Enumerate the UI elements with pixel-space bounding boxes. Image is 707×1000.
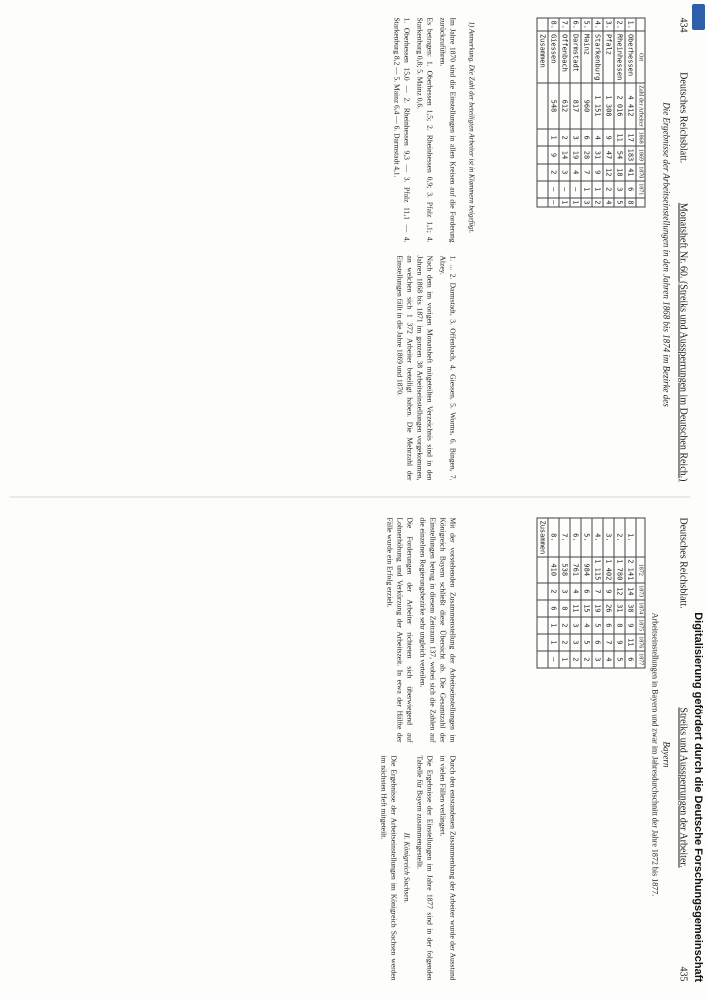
right-table-cell: 8. xyxy=(548,518,559,557)
left-table-cell: 1. xyxy=(625,18,636,31)
left-table-cell: 41 xyxy=(625,164,636,181)
right-page xyxy=(1,500,707,1000)
right-table-cell: 31 xyxy=(614,600,625,617)
left-table-cell: 19 xyxy=(570,146,581,164)
right-table-cell: 761 xyxy=(570,557,581,583)
left-table-cell: 54 xyxy=(614,146,625,164)
right-table-cell: 6 xyxy=(548,600,559,617)
left-table-cell: 1 xyxy=(548,129,559,146)
right-table-cell: 410 xyxy=(548,557,559,583)
left-table-cell: 31 xyxy=(592,146,603,164)
right-table-cell: 2 xyxy=(581,651,592,668)
right-table-row xyxy=(592,518,603,668)
right-table-row xyxy=(570,518,581,668)
right-table-row xyxy=(548,518,559,668)
right-text-b-heading: II. Königreich Sachsen. xyxy=(402,832,412,904)
left-text-b-p2: Nach dem im vorigen Monatsheft mitgeteilten Verzeichnis sind in den Jahren 1868 bis 1871 im ganzen 38 Arbeitseinstellungen vorgekommen, an welchen sich 1 372 Arbeiter beteiligt haben. Die Mehrzahl der Einstellungen fällt in die Jahre 1869 und 1870. xyxy=(395,255,435,481)
right-table-cell: 2. xyxy=(614,518,625,557)
left-text-column-a xyxy=(389,18,458,243)
right-table-cell: 9 xyxy=(614,634,625,651)
right-table-cell: 5 xyxy=(581,634,592,651)
left-table-title: Die Ergebnisse der Arbeitseinstellungen in den Jahren 1868 bis 1874 im Bezirke des xyxy=(661,102,672,407)
left-table-cell: 4 xyxy=(603,198,614,207)
dfg-stamp-text: Digitalisierung gefördert durch die Deutsche Forschungsgemeinschaft xyxy=(692,612,705,982)
left-table-cell: 960 xyxy=(581,83,592,129)
left-header-1870: 1870 xyxy=(636,164,645,181)
left-text-a-p3: 1. Oberhessen 15,0 — 2. Rheinhessen 9,3 — 3. Pfalz 11,1 — 4. Starkenburg 8,2 — 5. Mainz 6,4 — 6. Darmstadt 4,1. xyxy=(392,17,412,243)
right-table-cell: 2 xyxy=(570,651,581,668)
left-table-cell: 7 xyxy=(581,164,592,181)
left-table-cell: Oberhessen xyxy=(625,31,636,82)
left-table-row xyxy=(559,18,570,207)
right-section-title: Bayern xyxy=(661,741,672,768)
left-table-cell: Giessen xyxy=(548,31,559,82)
right-text-a-p2: Die Forderungen der Arbeiter richteten sich überwiegend auf Lohnerhöhung und Verkürzung der Arbeitszeit. In etwa der Hälfte der Fälle wurde ein Erfolg erzielt. xyxy=(385,517,415,743)
right-table-cell: 3 xyxy=(570,634,581,651)
left-table-cell: 2 xyxy=(603,181,614,198)
left-table-cell: 612 xyxy=(559,83,570,129)
left-text-b-p1: 1. ... 2. Darmstadt, 3. Offenbach, 4. Giessen, 5. Worms, 6. Bingen, 7. Alzey. xyxy=(438,255,458,481)
right-table-body xyxy=(548,518,636,668)
right-page-number: 435 xyxy=(677,966,689,982)
left-table-cell: 4 xyxy=(570,164,581,181)
dfg-stamp xyxy=(690,0,707,1000)
left-header-place: Ort xyxy=(636,31,645,82)
right-total-label: Zusammen xyxy=(537,518,548,557)
left-table-cell: — xyxy=(548,181,559,198)
left-table-cell: 1 xyxy=(559,198,570,207)
left-table-cell: 4 xyxy=(592,129,603,146)
right-table-cell: 38 xyxy=(625,600,636,617)
left-table-cell: 1 xyxy=(570,198,581,207)
right-table-row xyxy=(603,518,614,668)
left-table-cell: Offenbach xyxy=(559,31,570,82)
right-text-a-p1: Mit der vorstehenden Zusammenstellung der Arbeitseinstellungen im Königreich Bayern schließt diese Übersicht ab. Die Gesamtzahl der Einstellungen betrug in diesem Zeitraum 137, wobei sich die Zahlen auf die einzelnen Regierungsbezirke sehr ungleich verteilen. xyxy=(418,517,458,743)
left-table-cell: 12 xyxy=(603,164,614,181)
right-table-cell: 2 xyxy=(559,634,570,651)
left-text-a-p2: Es betragen: 1. Oberhessen 1,5; 2. Rheinhessen 0,9; 3. Pfalz 1,1; 4. Starkenburg 0,8; 5. Mainz 0,6. xyxy=(415,17,435,243)
right-table-cell: 6. xyxy=(570,518,581,557)
right-table-cell: 9 xyxy=(603,583,614,600)
left-total-row xyxy=(537,18,548,207)
left-table-cell: Pfalz xyxy=(603,31,614,82)
right-table-cell: 4. xyxy=(592,518,603,557)
right-table-row xyxy=(559,518,570,668)
right-table-cell: 11 xyxy=(570,600,581,617)
left-table-cell: 4. xyxy=(592,18,603,31)
right-table-cell: 8 xyxy=(614,617,625,634)
left-table-cell: Mainz xyxy=(581,31,592,82)
right-table-cell: 984 xyxy=(581,557,592,583)
left-text-column-b xyxy=(392,256,458,481)
right-table-cell: 1 115 xyxy=(592,557,603,583)
left-table-cell: 817 xyxy=(570,83,581,129)
left-table-cell: 3 xyxy=(581,198,592,207)
right-table-cell: 5 xyxy=(592,617,603,634)
left-text-a-p1: Im Jahre 1870 sind die Einstellungen in allen Kreisen auf die Forderung zurückzuführen. xyxy=(438,17,458,243)
left-table-cell: 3 xyxy=(570,129,581,146)
left-header-1871: 1871 xyxy=(636,181,645,198)
left-footnote: 1) Anmerkung. Die Zahl der beteiligten Arbeiter ist in Klammern beigefügt. xyxy=(467,21,476,234)
right-table-cell: 3. xyxy=(603,518,614,557)
right-table-cell: 1 xyxy=(548,634,559,651)
right-table-cell: 26 xyxy=(603,600,614,617)
left-table-cell: 6 xyxy=(581,129,592,146)
right-table-cell: 4 xyxy=(603,651,614,668)
right-table-cell: 3 xyxy=(559,583,570,600)
left-table-cell: 9 xyxy=(592,164,603,181)
right-table-cell: 6 xyxy=(592,634,603,651)
right-table-cell: 19 xyxy=(592,600,603,617)
left-table-cell: — xyxy=(559,181,570,198)
right-header-ord xyxy=(636,518,645,557)
left-table-cell: 18 xyxy=(614,164,625,181)
right-header-1872: 1872 xyxy=(636,557,645,583)
right-table-cell: 1 402 xyxy=(603,557,614,583)
left-header-ord xyxy=(636,18,645,31)
left-table-cell: 3. xyxy=(603,18,614,31)
left-table-body xyxy=(548,18,636,207)
right-text-b-p2: Die Ergebnisse der Einstellungen im Jahre 1877 sind in der folgenden Tabelle für Bayern zusammengestellt. xyxy=(415,755,435,981)
left-table-cell: 4 412 xyxy=(625,83,636,129)
left-table-cell: 1 151 xyxy=(592,83,603,129)
right-table-cell: 1. xyxy=(625,518,636,557)
right-table xyxy=(537,518,646,669)
left-total-label: Zusammen xyxy=(537,31,548,82)
left-table-cell: 3 xyxy=(559,164,570,181)
left-table-cell: 8. xyxy=(548,18,559,31)
right-table-cell: 2 xyxy=(559,617,570,634)
left-header-workers: Zahl der Arbeiter xyxy=(636,83,645,129)
right-table-cell: 6 xyxy=(625,651,636,668)
right-table-cell: 3 xyxy=(570,617,581,634)
left-table-cell: 6 xyxy=(625,181,636,198)
left-table-cell: 28 xyxy=(581,146,592,164)
left-header-1868: 1868 xyxy=(636,129,645,146)
right-text-b-p3: Die Ergebnisse der Arbeitseinstellungen im Königreich Sachsen werden im nächsten Heft mitgeteilt. xyxy=(379,755,399,981)
right-table-cell: 538 xyxy=(559,557,570,583)
left-table-cell: — xyxy=(548,198,559,207)
left-page-number: 434 xyxy=(677,17,689,33)
left-table-row xyxy=(570,18,581,207)
left-table-cell: 9 xyxy=(603,129,614,146)
right-table-cell: — xyxy=(548,651,559,668)
right-header-1875: 1875 xyxy=(636,617,645,634)
right-header-1874: 1874 xyxy=(636,600,645,617)
left-running-head-title: Monatsheft Nr. 60. (Streiks und Aussperrungen im Deutschen Reich.) xyxy=(677,202,689,482)
right-header-1873: 1873 xyxy=(636,583,645,600)
left-table-cell: 2 016 xyxy=(614,83,625,129)
right-table-row xyxy=(625,518,636,668)
left-table-cell: 1 308 xyxy=(603,83,614,129)
right-table-header-row xyxy=(636,518,645,668)
right-text-column-a xyxy=(382,518,458,743)
right-table-cell: 11 xyxy=(625,634,636,651)
left-table-header-row xyxy=(636,18,645,207)
left-table-cell: 8 xyxy=(625,198,636,207)
left-table-row xyxy=(614,18,625,207)
right-header-1877: 1877 xyxy=(636,651,645,668)
right-table-cell: 8 xyxy=(559,600,570,617)
right-table-cell: 6 xyxy=(603,617,614,634)
right-table-cell: 1 xyxy=(559,651,570,668)
left-table-cell: 1 xyxy=(592,181,603,198)
left-table-row xyxy=(592,18,603,207)
left-header-1869: 1869 xyxy=(636,146,645,164)
left-table-row xyxy=(625,18,636,207)
right-table-row xyxy=(581,518,592,668)
left-table-cell: 14 xyxy=(559,146,570,164)
left-table-cell: 3 xyxy=(614,181,625,198)
left-table-cell: 2. xyxy=(614,18,625,31)
left-table-row xyxy=(581,18,592,207)
right-table-cell: 7 xyxy=(592,583,603,600)
right-header-1876: 1876 xyxy=(636,634,645,651)
left-table-cell: 2 xyxy=(559,129,570,146)
right-table-cell: 5. xyxy=(581,518,592,557)
left-table-cell: 47 xyxy=(603,146,614,164)
right-table-cell: 7 xyxy=(603,634,614,651)
left-table-cell: 6. xyxy=(570,18,581,31)
right-table-cell: 15 xyxy=(581,600,592,617)
left-table-cell: 2 xyxy=(548,164,559,181)
right-table-cell: 7. xyxy=(559,518,570,557)
left-table-row xyxy=(548,18,559,207)
right-table-row xyxy=(614,518,625,668)
left-table-cell: 183 xyxy=(625,146,636,164)
left-table-cell: 2 xyxy=(592,198,603,207)
rotated-spread xyxy=(1,0,707,1000)
left-table-cell: 7. xyxy=(559,18,570,31)
right-table-cell: 14 xyxy=(625,583,636,600)
left-table-cell: Rheinhessen xyxy=(614,31,625,82)
right-table-cell: 4 xyxy=(581,617,592,634)
right-table-cell: 4 xyxy=(570,583,581,600)
right-text-column-b xyxy=(376,756,458,981)
left-table-cell: 11 xyxy=(614,129,625,146)
right-total-row xyxy=(537,518,548,668)
right-table-cell: 1 xyxy=(548,617,559,634)
right-table-cell: 9 xyxy=(625,617,636,634)
right-table-title: Arbeitseinstellungen in Bayern und zwar im Jahresdurchschnitt der Jahre 1872 bis 1877. xyxy=(650,612,660,897)
right-text-b-p1: Durch den entstandenen Zusammenhang der Arbeiter wurde der Ausstand in vielen Fällen verlängert. xyxy=(438,755,458,981)
left-table-cell: 548 xyxy=(548,83,559,129)
left-table-cell: Starkenburg xyxy=(592,31,603,82)
left-table-cell: 17 xyxy=(625,129,636,146)
left-table-cell: 5. xyxy=(581,18,592,31)
right-running-head-title: Streiks und Aussperrungen der Arbeiter. xyxy=(677,707,689,868)
right-running-head-label: Deutsches Reichsblatt. xyxy=(677,517,689,609)
left-table-cell: 1 xyxy=(581,181,592,198)
left-running-head-label: Deutsches Reichsblatt. xyxy=(677,72,689,164)
left-table-cell: Darmstadt xyxy=(570,31,581,82)
right-table-cell: 6 xyxy=(581,583,592,600)
right-table-cell: 5 xyxy=(614,651,625,668)
right-table-cell: 1 780 xyxy=(614,557,625,583)
left-table-row xyxy=(603,18,614,207)
right-table-cell: 2 141 xyxy=(625,557,636,583)
left-table-cell: 5 xyxy=(614,198,625,207)
left-header-extra xyxy=(636,198,645,207)
right-table-cell: 12 xyxy=(614,583,625,600)
left-page xyxy=(1,0,707,500)
left-table-cell: 9 xyxy=(548,146,559,164)
left-table-cell: — xyxy=(570,181,581,198)
right-table-cell: 3 xyxy=(592,651,603,668)
left-table xyxy=(537,18,646,208)
right-table-cell: 2 xyxy=(548,583,559,600)
